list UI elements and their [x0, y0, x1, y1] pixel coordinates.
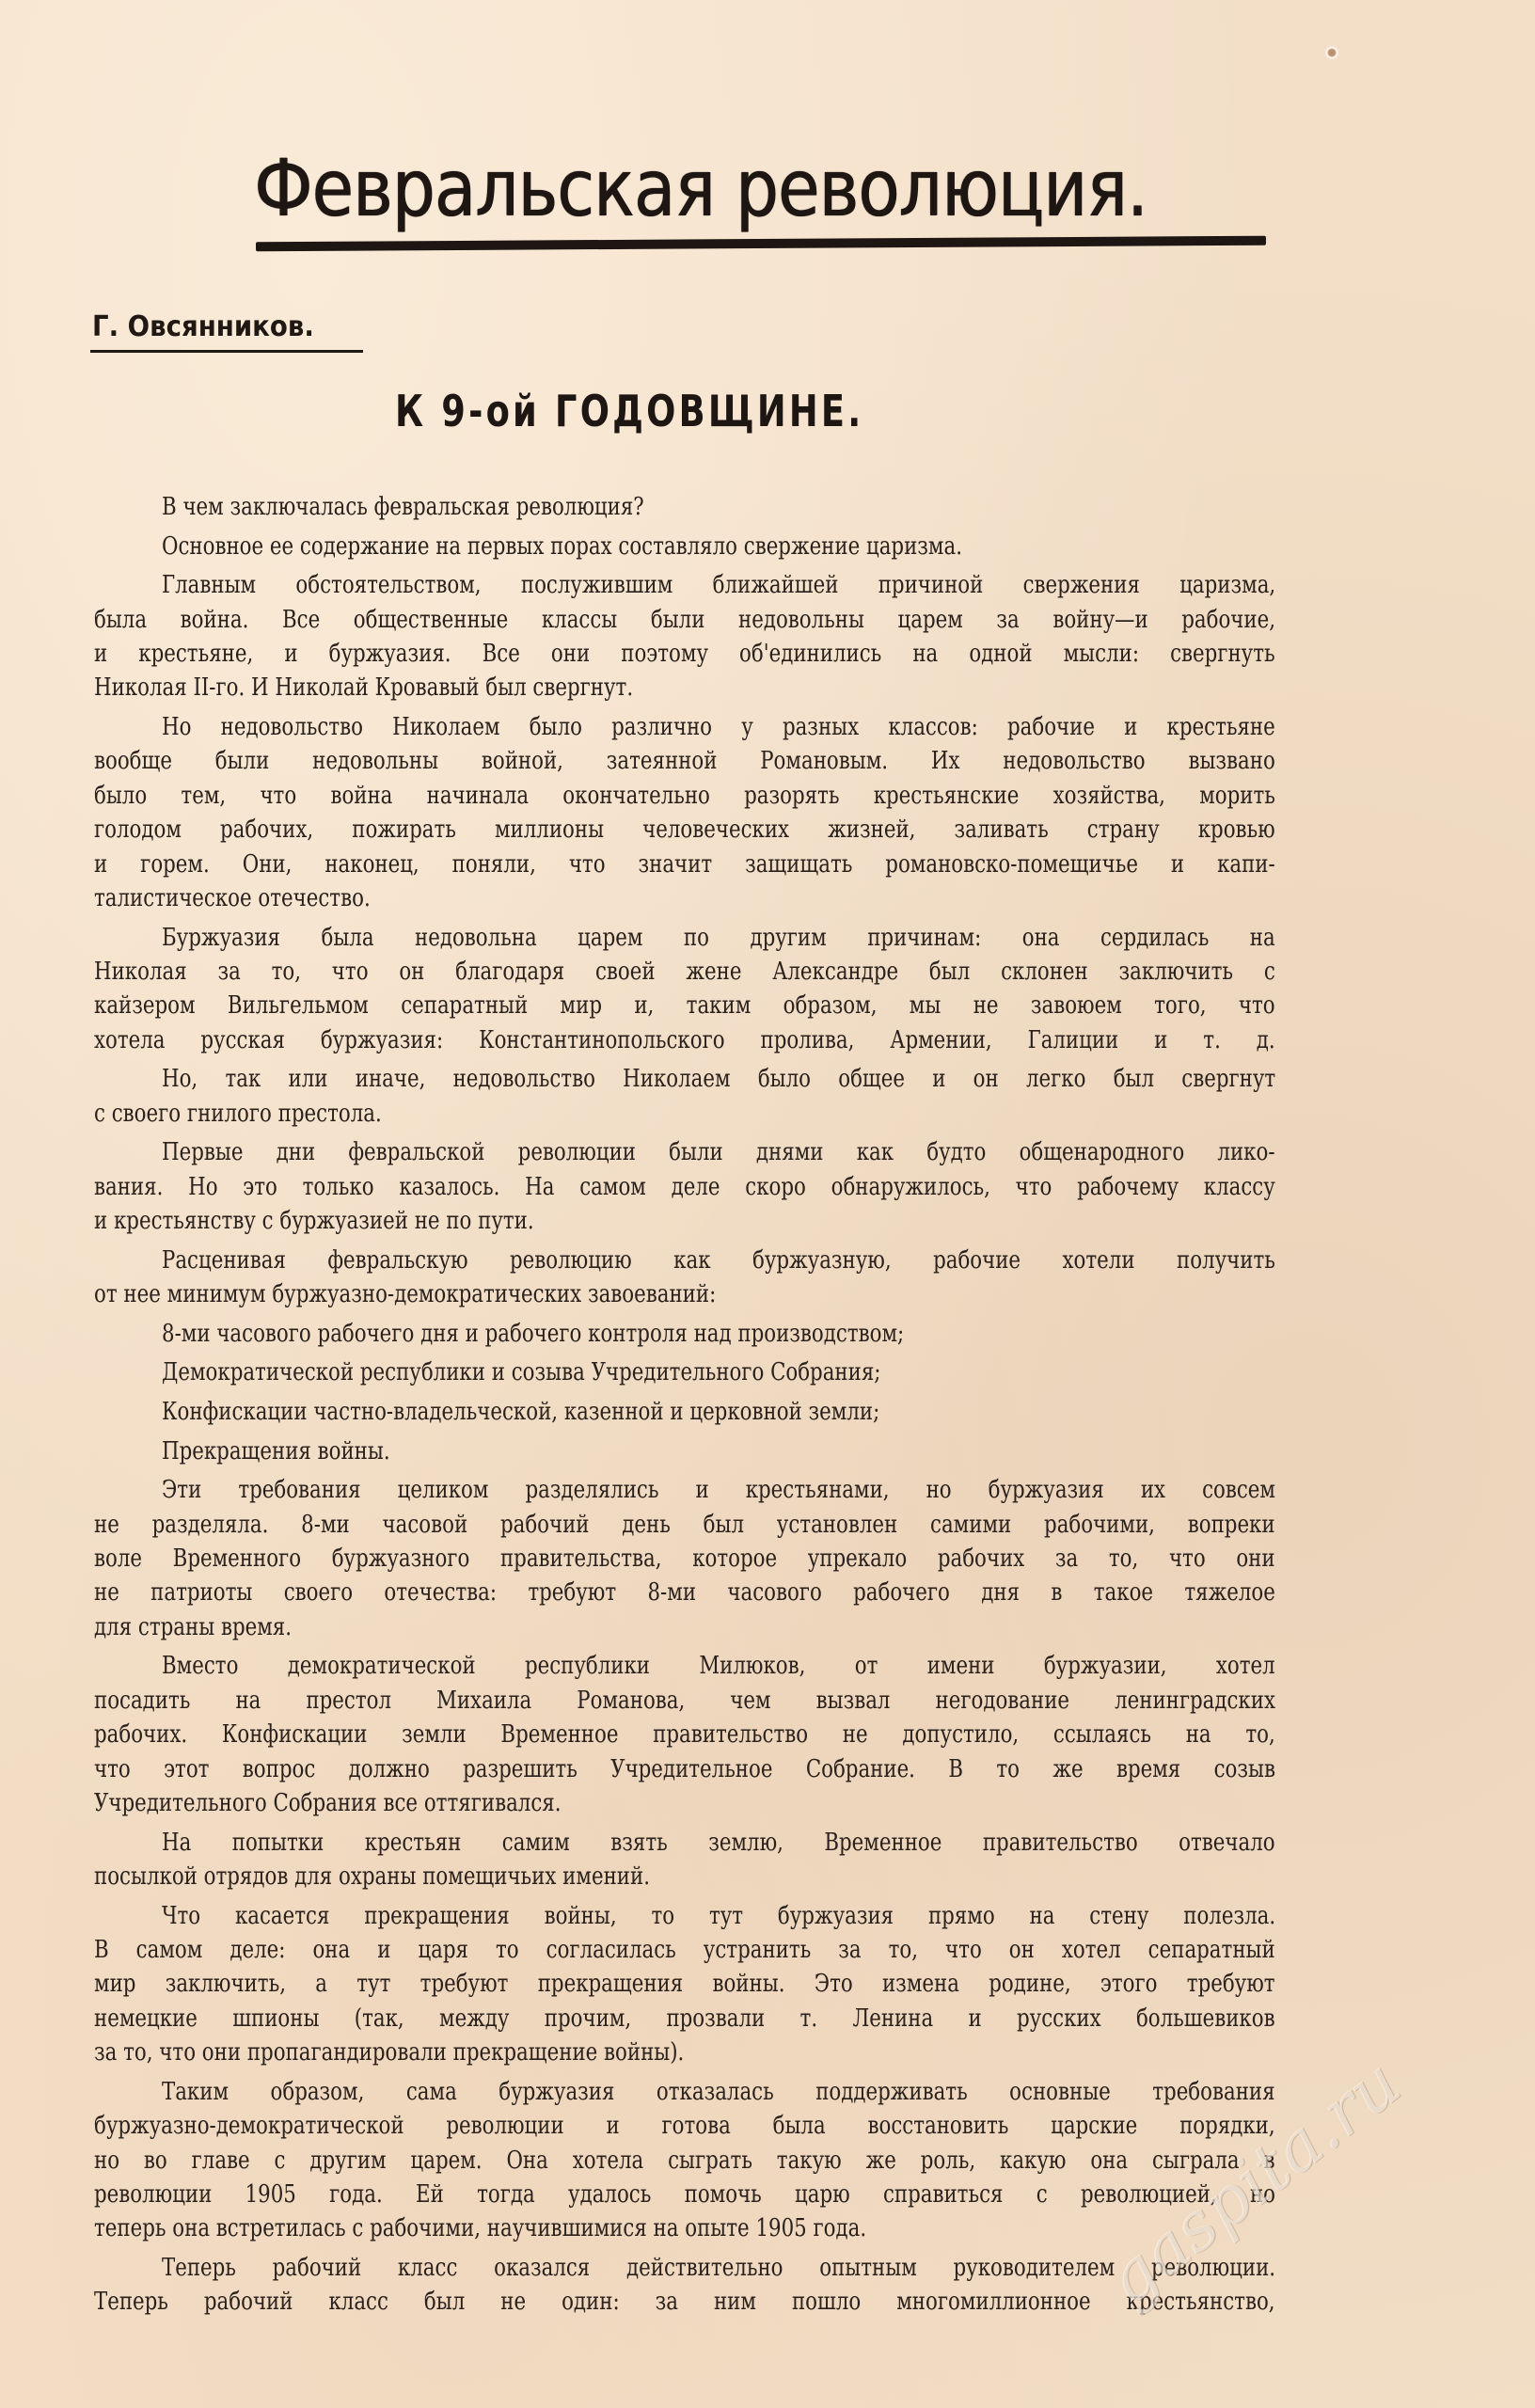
- text-line: [162, 491, 1275, 523]
- text-line: [162, 2076, 1275, 2108]
- text-line: [94, 672, 1275, 704]
- text-line: [94, 1968, 1275, 2000]
- text-line-content: но во главе с другим царем. Она хотела сыграть такую же роль, какую она сыграла в: [94, 2146, 1275, 2175]
- text-line: [94, 1205, 1275, 1237]
- text-line: [162, 1650, 1275, 1682]
- text-line: [162, 569, 1275, 601]
- text-line: [162, 1244, 1275, 1276]
- text-line-content: хотела русская буржуазия: Константинопольского пролива, Армении, Галиции и т. д.: [94, 1025, 1275, 1054]
- text-line: [162, 1827, 1275, 1859]
- text-line: [94, 2286, 1275, 2318]
- text-line: [94, 2110, 1275, 2142]
- text-line-content: и крестьянству с буржуазией не по пути.: [94, 1207, 534, 1236]
- text-line-content: воле Временного буржуазного правительства, которое упрекало рабочих за то, что они: [94, 1545, 1275, 1573]
- text-line-content: Теперь рабочий класс оказался действительно опытным руководителем революции.: [162, 2254, 1276, 2282]
- text-line-content: за то, что они пропагандировали прекращение войны).: [94, 2038, 685, 2067]
- text-line: [94, 882, 1275, 914]
- text-line: [94, 814, 1275, 846]
- text-line: [94, 1543, 1275, 1575]
- text-line: [94, 2212, 1275, 2244]
- text-line: [94, 1934, 1275, 1966]
- text-line: [94, 1024, 1275, 1056]
- text-line-content: немецкие шпионы (так, между прочим, прозвали т. Ленина и русских большевиков: [94, 2004, 1275, 2033]
- paper-blemish: [1324, 45, 1339, 60]
- text-line-content: для страны время.: [94, 1612, 293, 1641]
- text-line-content: Главным обстоятельством, послужившим ближайшей причиной свержения царизма,: [162, 571, 1276, 600]
- author-name: Г. Овсянников.: [92, 310, 314, 343]
- text-line-content: Демократической республики и созыва Учредительного Собрания;: [162, 1358, 881, 1387]
- text-line: [94, 2178, 1275, 2210]
- text-line-content: была война. Все общественные классы были недовольны царем за войну—и рабочие,: [94, 605, 1275, 634]
- text-line-content: революции 1905 года. Ей тогда удалось помочь царю справиться с революцией, но: [94, 2180, 1276, 2209]
- text-line: [162, 1136, 1275, 1168]
- text-line-content: что этот вопрос должно разрешить Учредительное Собрание. В то же время созыв: [94, 1754, 1275, 1783]
- text-line: [94, 990, 1275, 1022]
- text-line: [94, 1611, 1275, 1643]
- article-subtitle: К 9-ой ГОДОВЩИНЕ.: [395, 386, 864, 436]
- text-line: [162, 1318, 1275, 1350]
- text-line: [94, 1719, 1275, 1751]
- text-line-content: буржуазно-демократической революции и готова была восстановить царские порядки,: [94, 2112, 1275, 2141]
- text-line-content: посадить на престол Михаила Романова, чем вызвал негодование ленинградских: [94, 1686, 1275, 1715]
- text-line-content: Эти требования целиком разделялись и крестьянами, но буржуазия их совсем: [162, 1476, 1275, 1505]
- text-line-content: было тем, что война начинала окончательно разорять крестьянские хозяйства, морить: [94, 781, 1275, 810]
- text-line: [162, 1435, 1275, 1467]
- text-line: [94, 1278, 1275, 1310]
- text-line: [162, 922, 1275, 954]
- text-line-content: Расценивая февральскую революцию как буржуазную, рабочие хотели получить: [162, 1245, 1275, 1275]
- text-line: [94, 2003, 1275, 2035]
- text-line-content: Основное ее содержание на первых порах составляло свержение царизма.: [162, 531, 962, 561]
- text-line-content: теперь она встретилась с рабочими, научившимися на опыте 1905 года.: [94, 2214, 867, 2243]
- text-line: [94, 1753, 1275, 1785]
- text-line-content: от нее минимум буржуазно-демократических завоеваний:: [94, 1280, 717, 1309]
- text-line: [94, 1685, 1275, 1717]
- text-line-content: голодом рабочих, пожирать миллионы человеческих жизней, заливать страну кровью: [94, 816, 1275, 845]
- text-line-content: кайзером Вильгельмом сепаратный мир и, таким образом, мы не завоюем того, что: [94, 991, 1275, 1021]
- text-line-content: Что касается прекращения войны, то тут буржуазия прямо на стену полезла.: [162, 1901, 1276, 1930]
- text-line-content: Николая II-го. И Николай Кровавый был свергнут.: [94, 673, 634, 703]
- text-line-content: Учредительного Собрания все оттягивался.: [94, 1789, 562, 1817]
- text-line: [94, 2036, 1275, 2068]
- text-line-content: Но недовольство Николаем было различно у разных классов: рабочие и крестьяне: [162, 713, 1275, 741]
- text-line-content: вообще были недовольны войной, затеянной Романовым. Их недовольство вызвано: [94, 747, 1275, 776]
- watermark: gaspita.ru: [1091, 2042, 1415, 2321]
- text-line-content: В чем заключалась февральская революция?: [162, 493, 644, 521]
- text-line-content: Вместо демократической республики Милюков, от имени буржуазии, хотел: [162, 1652, 1275, 1681]
- text-line-content: мир заключить, а тут требуют прекращения войны. Это измена родине, этого требуют: [94, 1970, 1275, 1999]
- text-line-content: и горем. Они, наконец, поняли, что значит защищать романовско-помещичье и капи-: [94, 849, 1275, 879]
- text-line: [94, 1509, 1275, 1541]
- text-line: [94, 848, 1275, 880]
- text-line: [94, 745, 1275, 777]
- text-line: [94, 638, 1275, 670]
- text-line-content: Первые дни февральской революции были днями как будто общенародного лико-: [162, 1138, 1275, 1167]
- text-line: [162, 711, 1275, 743]
- text-line: [94, 604, 1275, 636]
- text-line: [94, 1098, 1275, 1130]
- text-line-content: не патриоты своего отечества: требуют 8-ми часового рабочего дня в такое тяжелое: [94, 1578, 1275, 1608]
- text-line-content: не разделяла. 8-ми часовой рабочий день был установлен самими рабочими, вопреки: [94, 1510, 1275, 1539]
- text-line: [162, 1474, 1275, 1506]
- text-line: [162, 1900, 1275, 1932]
- text-line: [94, 780, 1275, 812]
- text-line-content: Но, так или иначе, недовольство Николаем было общее и он легко был свергнут: [162, 1065, 1276, 1094]
- text-line-content: Буржуазия была недовольна царем по другим причинам: она сердилась на: [162, 923, 1275, 952]
- text-line: [162, 1063, 1275, 1095]
- text-line: [94, 956, 1275, 988]
- text-line-content: Теперь рабочий класс был не один: за ним пошло многомиллионное крестьянство,: [94, 2288, 1275, 2317]
- text-line-content: На попытки крестьян самим взять землю, Временное правительство отвечало: [162, 1828, 1275, 1857]
- masthead-title: Февральская революция.: [254, 142, 1147, 234]
- text-line: [94, 1861, 1275, 1893]
- text-line: [162, 531, 1275, 562]
- text-line: [94, 1787, 1275, 1819]
- text-line-content: и крестьяне, и буржуазия. Все они поэтому об'единились на одной мысли: свергнуть: [94, 640, 1275, 668]
- text-line: [94, 1576, 1275, 1608]
- text-line: [94, 1171, 1275, 1203]
- author-underline: [90, 350, 363, 353]
- text-line: [162, 1356, 1275, 1388]
- text-line-content: 8-ми часового рабочего дня и рабочего контроля над производством;: [162, 1319, 905, 1348]
- masthead-underline: [256, 236, 1266, 252]
- text-line-content: талистическое отечество.: [94, 884, 371, 912]
- text-line: [162, 1396, 1275, 1428]
- text-line-content: посылкой отрядов для охраны помещичьих имений.: [94, 1862, 651, 1891]
- text-line-content: рабочих. Конфискации земли Временное правительство не допустило, ссылаясь на то,: [94, 1720, 1275, 1750]
- text-line-content: Конфискации частно-владельческой, казенной и церковной земли;: [162, 1398, 880, 1426]
- text-line-content: В самом деле: она и царя то согласилась устранить за то, что он хотел сепаратный: [94, 1936, 1275, 1964]
- text-line-content: Таким образом, сама буржуазия отказалась поддерживать основные требования: [162, 2077, 1275, 2106]
- text-line-content: с своего гнилого престола.: [94, 1099, 382, 1128]
- text-line-content: Николая за то, что он благодаря своей жене Александре был склонен заключить с: [94, 958, 1275, 986]
- text-line-content: Прекращения войны.: [162, 1436, 390, 1465]
- text-line: [94, 2145, 1275, 2177]
- text-line-content: вания. Но это только казалось. На самом деле скоро обнаружилось, что рабочему классу: [94, 1172, 1275, 1201]
